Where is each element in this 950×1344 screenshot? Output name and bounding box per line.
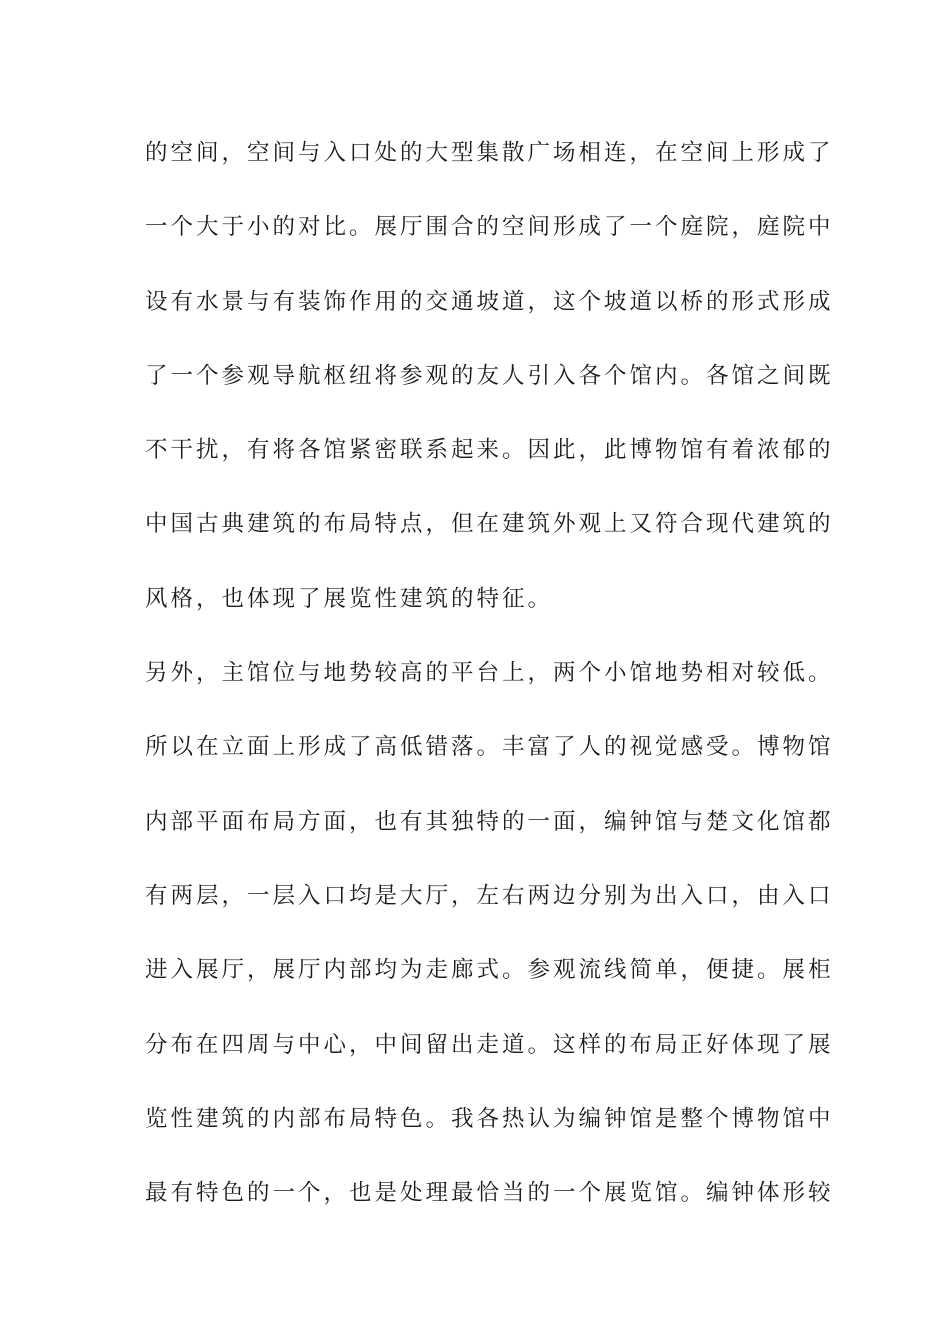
text-line: 有两层，一层入口均是大厅，左右两边分别为出入口，由入口 xyxy=(145,882,834,909)
text-line: 览性建筑的内部布局特色。我各热认为编钟馆是整个博物馆中 xyxy=(145,1105,834,1132)
text-line: 风格，也体现了展览性建筑的特征。 xyxy=(145,585,554,612)
text-line: 中国古典建筑的布局特点，但在建筑外观上又符合现代建筑的 xyxy=(145,511,834,538)
text-line: 内部平面布局方面，也有其独特的一面，编钟馆与楚文化馆都 xyxy=(145,808,834,835)
text-line: 的空间，空间与入口处的大型集散广场相连，在空间上形成了 xyxy=(145,140,834,166)
text-line: 进入展厅，展厅内部均为走廊式。参观流线简单，便捷。展柜 xyxy=(145,957,834,984)
body-text xyxy=(145,128,834,1242)
text-line: 设有水景与有装饰作用的交通坡道，这个坡道以桥的形式形成 xyxy=(145,288,834,315)
text-line: 不干扰，有将各馆紧密联系起来。因此，此博物馆有着浓郁的 xyxy=(145,437,834,464)
text-line: 分布在四周与中心，中间留出走道。这样的布局正好体现了展 xyxy=(145,1031,834,1058)
text-line: 所以在立面上形成了高低错落。丰富了人的视觉感受。博物馆 xyxy=(145,734,834,761)
text-line: 另外，主馆位与地势较高的平台上，两个小馆地势相对较低。 xyxy=(145,660,834,687)
text-line: 一个大于小的对比。展厅围合的空间形成了一个庭院，庭院中 xyxy=(145,214,834,241)
text-line: 最有特色的一个，也是处理最恰当的一个展览馆。编钟体形较 xyxy=(145,1180,834,1207)
text-line: 了一个参观导航枢纽将参观的友人引入各个馆内。各馆之间既 xyxy=(145,362,834,389)
